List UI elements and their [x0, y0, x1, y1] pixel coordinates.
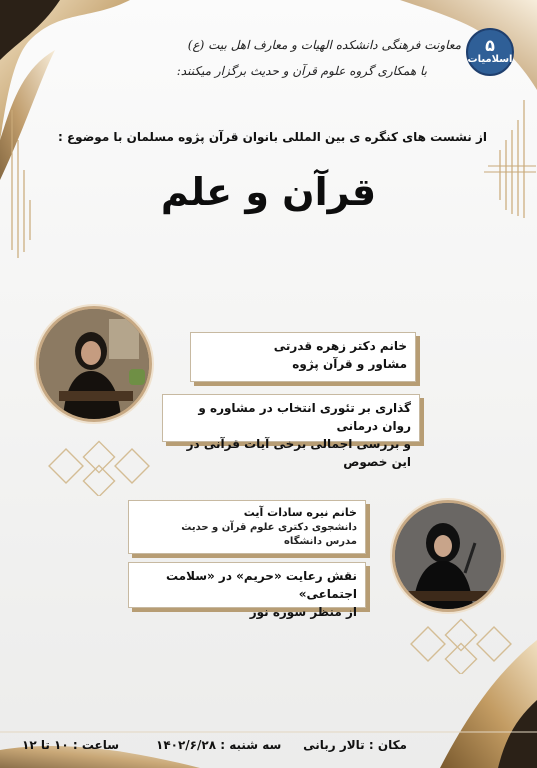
logo-text: اسلامیات — [467, 54, 513, 65]
logo-number: ۵ — [485, 36, 495, 55]
speaker1-topic-line1: گذاری بر تئوری انتخاب در مشاوره و روان درمانی — [198, 401, 411, 433]
speaker2-topic-box — [128, 562, 366, 619]
speaker2-topic-line2: از منظر سوره نور — [249, 605, 357, 619]
speaker2-topic-line1: نقش رعایت «حریم» در «سلامت اجتماعی» — [165, 569, 357, 601]
speaker1-name-box — [190, 332, 416, 382]
speaker2-portrait-icon — [395, 503, 501, 609]
university-logo — [466, 28, 514, 76]
speaker1-topic-box — [162, 394, 420, 469]
event-subtitle: از نشست های کنگره ی بین المللی بانوان قرآن پژوه مسلمان با موضوع : — [58, 130, 487, 144]
speaker2-photo — [392, 500, 504, 612]
event-location: مکان : تالار ربانی — [303, 738, 407, 752]
speaker1-portrait-icon — [39, 309, 149, 419]
event-time: ساعت : ۱۰ تا ۱۲ — [22, 738, 120, 752]
event-date: سه شنبه : ۱۴۰۲/۶/۲۸ — [156, 738, 282, 752]
speaker1-photo — [36, 306, 152, 422]
speaker2-role-line1: دانشجوی دکتری علوم قرآن و حدیث — [181, 522, 357, 533]
speaker2-role-line2: مدرس دانشگاه — [284, 536, 357, 547]
cooperation-line: با همکاری گروه علوم قرآن و حدیث برگزار میکنند: — [176, 64, 427, 78]
speaker2-name-box — [128, 500, 366, 554]
organizer-line: معاونت فرهنگی دانشکده الهیات و معارف اهل بیت (ع) — [187, 38, 461, 52]
speaker2-name: خانم نیره سادات آیت — [243, 506, 357, 519]
event-title: قرآن و علم — [160, 170, 377, 214]
speaker1-topic-line2: و بررسی اجمالی برخی آیات قرآنی در این خصوص — [186, 437, 411, 469]
speaker1-name: خانم دکتر زهره قدرتی — [273, 339, 407, 353]
speaker1-role: مشاور و قرآن پژوه — [292, 357, 407, 371]
diamond-ornament-left — [40, 440, 150, 496]
